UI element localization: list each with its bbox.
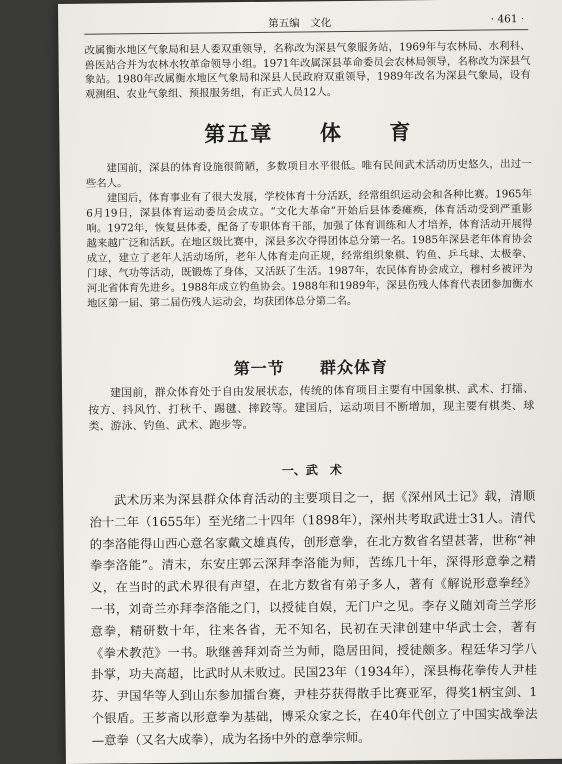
chapter-number: 第五章 (204, 120, 274, 147)
chapter-title (85, 115, 531, 150)
section-name: 群众体育 (319, 357, 389, 378)
running-header (58, 13, 528, 30)
subsection-title: 一、武 术 (281, 463, 342, 478)
section-body (88, 381, 534, 435)
paragraph: 建国前，群众体育处于自由发展状态，传统的体育项目主要有中国象棋、武术、打擂、按方、抖风竹、打秋千、踢毽、摔跤等。建国后，运动项目不断增加，现主要有棋类、球类、游泳、钓鱼、武术、跑步等。 (88, 382, 535, 433)
paragraph: 武术历来为深县群众体育活动的主要项目之一，据《深州风土记》载，清顺治十二年（1655年）至光绪二十四年（1898年），深州共考取武进士31人。清代的李洛能得山西心意名家戴文雄真传，创形意拳，在北方数省名望甚著，世称“神拳李洛能”。清末，东安庄郭云深拜李洛能为师，苦练几十年，深得形意拳之精义，在当时的武术界很有声望，在北方数省有弟子多人，著有《解说形意拳经》一书，刘奇兰亦拜李洛能之门，以授徒自娱，无门户之见。李存义随刘奇兰学形意拳，精研数十年，往来各省，无不知名，民初在天津创建中华武士会，著有《拳术教范》一书。耿继善拜刘奇兰为师，隐居田间，授徒颇多。程廷华习学八卦掌，功夫高超，比武时从未败过。民国23年（1934年），深县梅花拳传人尹桂芬、尹国华等人到山东参加擂台赛，尹桂芬获得散手比赛亚军，得奖1柄宝剑、1个银盾。王芗斋以形意拳为基础，博采众家之长，在40年代创立了中国实战拳法—意拳（又名大成拳），成为名扬中外的意拳宗师。 (89, 488, 538, 748)
paragraph: 建国前，深县的体育设施很简陋，多数项目水平很低。唯有民间武术活动历史悠久，出过一些名人。 (85, 158, 532, 190)
chapter-body (86, 157, 534, 312)
header-section-title: 第五编 文化 (268, 17, 332, 30)
section-title (88, 353, 534, 381)
book-page (58, 0, 562, 764)
paragraph: 建国后，体育事业有了很大发展，学校体育十分活跃，经常组织运动会和各种比赛。1965年6月19日，深县体育运动委员会成立。“文化大革命”开始后县体委瘫痪，体育活动受到严重影响。1972年，恢复县体委，配备了专职体育干部，加强了体育训练和人才培养，体育活动开展得越来越广泛和活跃。在地区级比赛中，深县多次夺得团体总分第一名。1985年深县老年体育协会成立，建立了老年人活动场所，老年人体育走向正规，经常组织象棋、钓鱼、乒乓球、太极拳、门球、气功等活动，既锻炼了身体，又活跃了生活。1987年，农民体育协会成立，穆村乡被评为河北省体育先进乡。1988年成立钓鱼协会。1988年和1989年，深县伤残人体育代表团参加衡水地区第一届、第二届伤残人运动会，均获团体总分第二名。 (86, 188, 534, 310)
section-number: 第一节 (233, 358, 285, 379)
top-paragraph-block (84, 39, 531, 102)
chapter-title-char-2: 育 (389, 119, 413, 145)
subsection-body (89, 485, 538, 751)
chapter-title-char-1: 体 (319, 120, 343, 146)
page-number: · 461 · (490, 13, 525, 26)
paragraph: 改属衡水地区气象局和县人委双重领导，名称改为深县气象服务站，1969年与农林局、水利科、兽医站合并为农林水牧革命领导小组。1971年改属深县革命委员会农林局领导，名称改为深县气象站。1980年改属衡水地区气象局和深县人民政府双重领导，1989年改名为深县气象局，设有观测组、农业气象组、预报服务组，有正式人员12人。 (84, 40, 531, 101)
